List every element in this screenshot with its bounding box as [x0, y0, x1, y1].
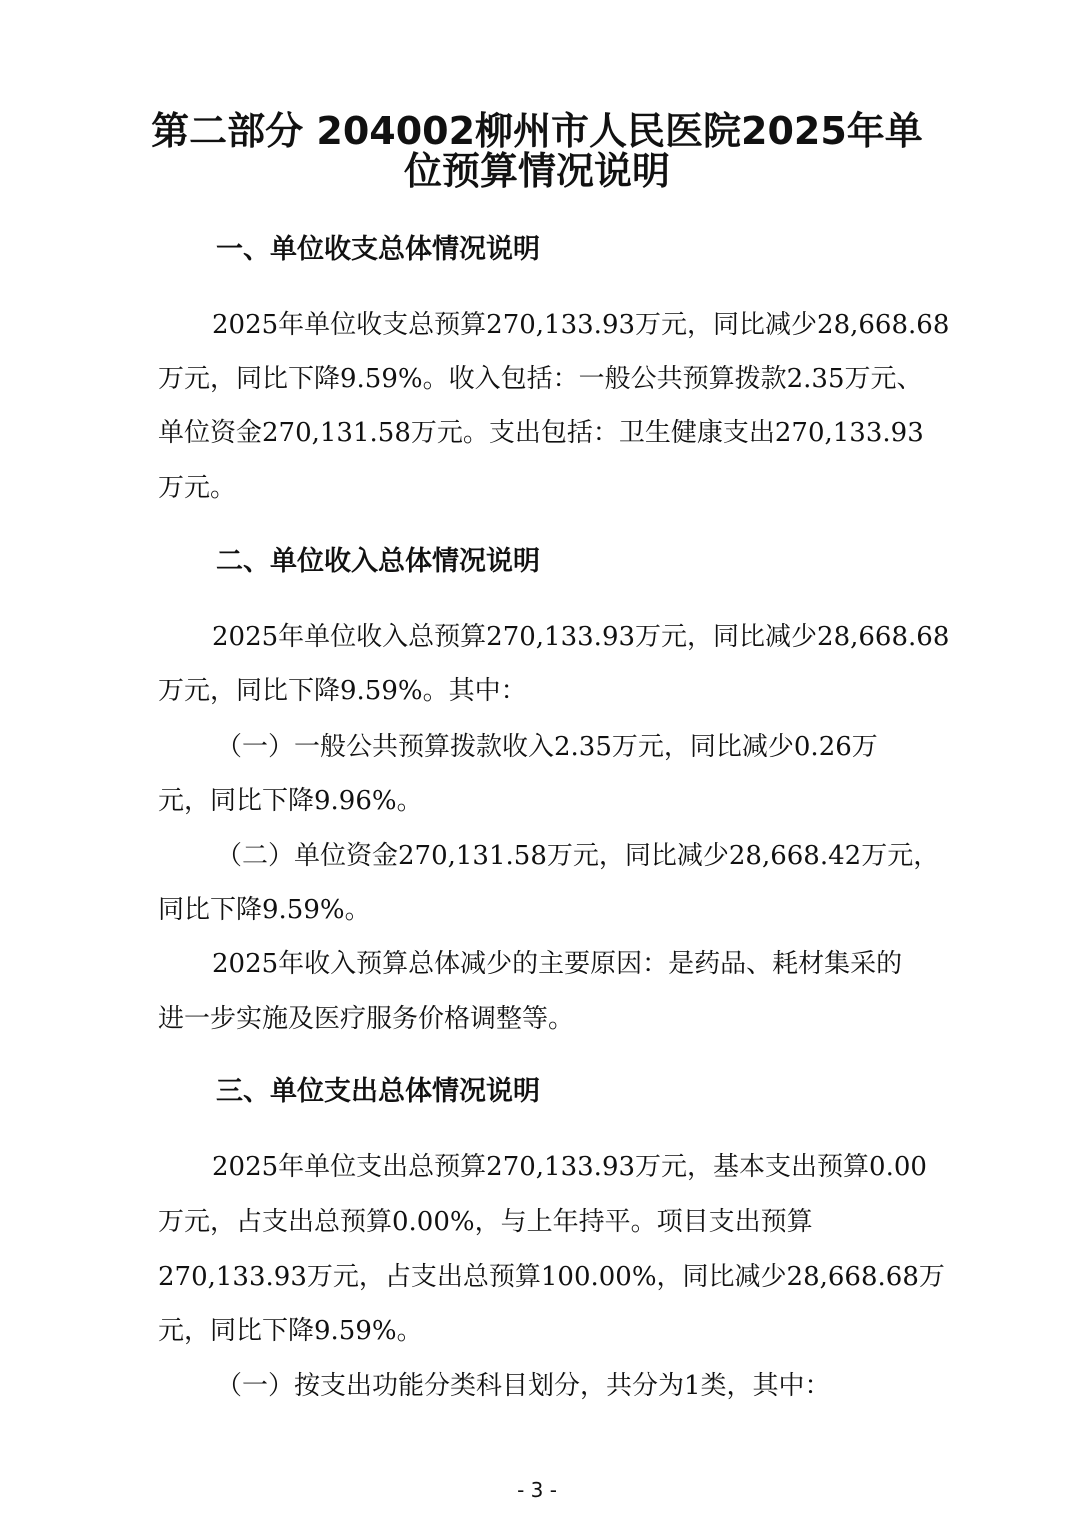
section-2-reason-line: 进一步实施及医疗服务价格调整等。	[158, 1004, 575, 1034]
section-2-item-2-line: （二）单位资金270,131.58万元，同比减少28,668.42万元，	[216, 841, 940, 871]
section-2-item-1-line: （一）一般公共预算拨款收入2.35万元，同比减少0.26万	[216, 732, 878, 762]
section-1-text-line: 万元。	[158, 473, 237, 503]
section-3-item-1-line: （一）按支出功能分类科目划分，共分为1类，其中：	[216, 1371, 831, 1401]
page-number: - 3 -	[517, 1478, 557, 1502]
section-3-text-line: 万元，占支出总预算0.00%，与上年持平。项目支出预算	[158, 1207, 813, 1237]
section-2-reason-line: 2025年收入预算总体减少的主要原因：是药品、耗材集采的	[212, 949, 903, 979]
section-3-text-line: 元，同比下降9.59%。	[158, 1316, 423, 1346]
section-1-text-line: 2025年单位收支总预算270,133.93万元，同比减少28,668.68	[212, 310, 950, 340]
section-1-heading: 一、单位收支总体情况说明	[216, 234, 540, 265]
section-1-text-line: 万元，同比下降9.59%。收入包括：一般公共预算拨款2.35万元、	[158, 364, 923, 394]
section-2-text-line: 万元，同比下降9.59%。其中：	[158, 676, 527, 706]
page-title-line-2: 位预算情况说明	[403, 149, 670, 193]
section-3-heading: 三、单位支出总体情况说明	[216, 1076, 540, 1107]
section-2-text-line: 2025年单位收入总预算270,133.93万元，同比减少28,668.68	[212, 622, 950, 652]
section-1-text-line: 单位资金270,131.58万元。支出包括：卫生健康支出270,133.93	[158, 418, 924, 448]
section-2-item-1-line: 元，同比下降9.96%。	[158, 786, 423, 816]
section-2-item-2-line: 同比下降9.59%。	[158, 895, 371, 925]
section-3-text-line: 270,133.93万元，占支出总预算100.00%，同比减少28,668.68万	[158, 1262, 945, 1292]
section-3-text-line: 2025年单位支出总预算270,133.93万元，基本支出预算0.00	[212, 1152, 927, 1182]
page-title-line-1: 第二部分 204002柳州市人民医院2025年单	[151, 109, 923, 153]
section-2-heading: 二、单位收入总体情况说明	[216, 546, 540, 577]
